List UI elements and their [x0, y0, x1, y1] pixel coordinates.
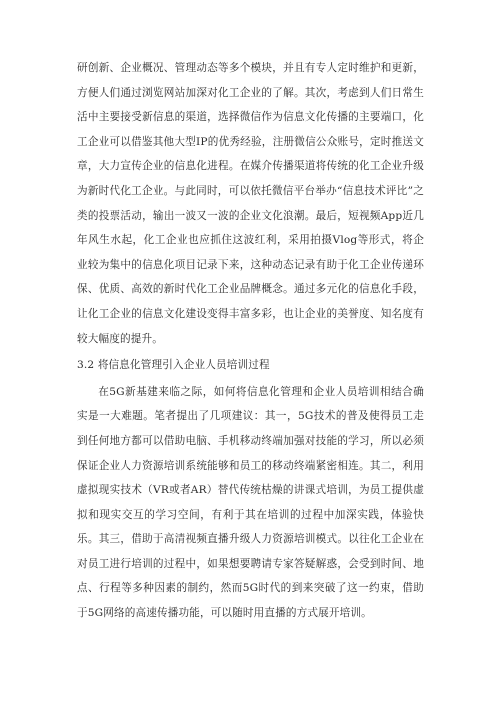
body-paragraph-continued: 研创新、企业概况、管理动态等多个模块，并且有专人定时维护和更新，方便人们通过浏览网站加深对化工企业的了解。其次，考虑到人们日常生活中主要接受新信息的渠道，选择微信作为信息文化传播的主要端口，化工企业可以借鉴其他大型IP的优秀经验，注册微信公众账号，定时推送文章，大力宣传企业的信息化进程。在媒介传播渠道将传统的化工企业升级为新时代化工企业。与此同时，可以依托微信平台举办“信息技术评比”之类的投票活动，输出一波又一波的企业文化浪潮。最后，短视频App近几年风生水起，化工企业也应抓住这波红利，采用拍摄Vlog等形式，将企业较为集中的信息化项目记录下来，这种动态记录有助于化工企业传递环保、优质、高效的新时代化工企业品牌概念。通过多元化的信息化手段，让化工企业的信息文化建设变得丰富多彩，也让企业的美誉度、知名度有较大幅度的提升。 [77, 62, 424, 345]
body-paragraph: 在5G新基建来临之际，如何将信息化管理和企业人员培训相结合确实是一大难题。笔者提出了几项建议：其一，5G技术的普及使得员工走到任何地方都可以借助电脑、手机移动终端加强对技能的学习，所以必须保证企业人力资源培训系统能够和员工的移动终端紧密相连。其二，利用虚拟现实技术（VR或者AR）替代传统枯燥的讲课式培训，为员工提供虚拟和现实交互的学习空间，有利于其在培训的过程中加深实践，体验快乐。其三，借助于高清视频直播升级人力资源培训模式。以往化工企业在对员工进行培训的过程中，如果想要聘请专家答疑解惑，会受到时间、地点、行程等多种因素的制约，然而5G时代的到来突破了这一约束，借助于5G网络的高速传播功能，可以随时用直播的方式展开培训。 [77, 385, 424, 620]
section-heading: 3.2 将信息化管理引入企业人员培训过程 [77, 359, 270, 372]
document-page [77, 56, 424, 626]
